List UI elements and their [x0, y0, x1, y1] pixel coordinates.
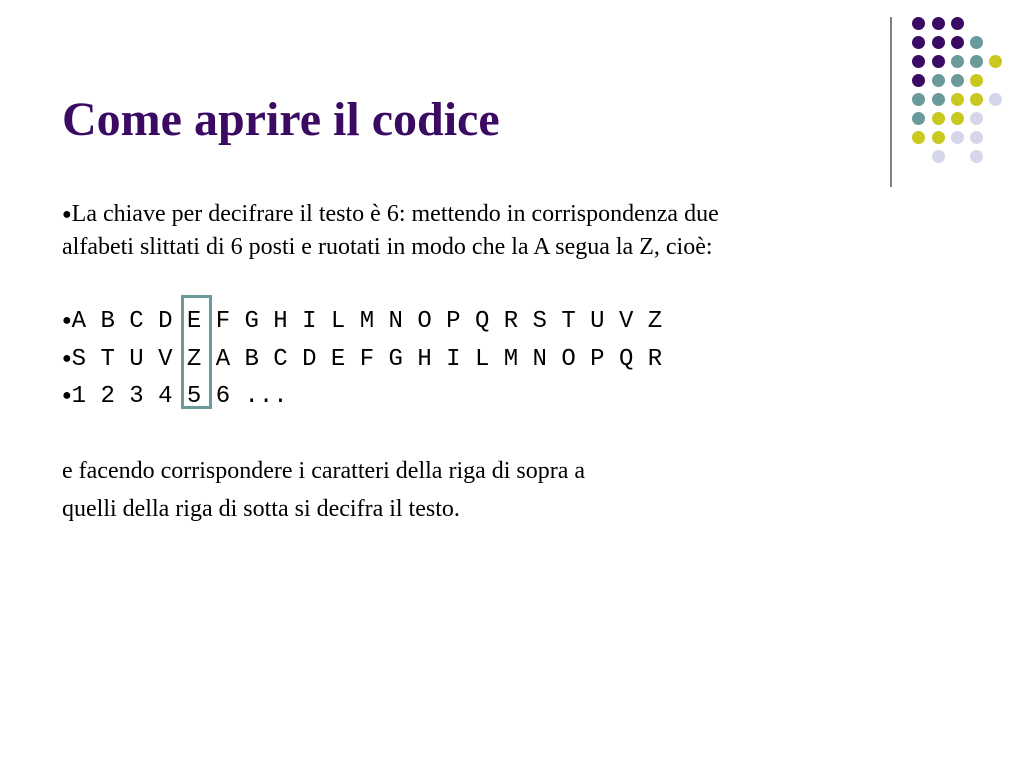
dot: [951, 55, 964, 68]
dot: [912, 55, 925, 68]
dot: [951, 36, 964, 49]
bullet-icon: ●: [62, 349, 72, 367]
closing-line-1: e facendo corrispondere i caratteri della riga di sopra a: [62, 458, 586, 484]
dot: [970, 36, 983, 49]
dot: [970, 112, 983, 125]
dot: [912, 36, 925, 49]
dot: [912, 74, 925, 87]
intro-text-1: La chiave per decifrare il testo è 6: mettendo in corrispondenza due: [71, 201, 719, 227]
dot: [989, 55, 1002, 68]
dot: [912, 93, 925, 106]
dot: [932, 93, 945, 106]
dot: [912, 17, 925, 30]
row-text: 1 2 3 4 5 6 ...: [71, 383, 288, 410]
decorative-dot-grid: [905, 12, 1005, 172]
closing-line-2: quelli della riga di sotta si decifra il testo.: [62, 496, 460, 522]
column-highlight-box: [181, 295, 212, 409]
slide-title: Come aprire il codice: [62, 93, 500, 146]
row-text: S T U V Z A B C D E F G H I L M N O P Q R: [71, 345, 663, 373]
dot: [932, 150, 945, 163]
bullet-icon: ●: [62, 206, 72, 223]
dot: [970, 131, 983, 144]
alphabet-row-plain: [62, 302, 662, 340]
dot: [932, 131, 945, 144]
dot: [932, 36, 945, 49]
dot: [951, 74, 964, 87]
closing-paragraph: [62, 452, 585, 528]
dot: [951, 112, 964, 125]
dot: [951, 93, 964, 106]
dot: [970, 150, 983, 163]
bullet-icon: ●: [62, 312, 72, 329]
alphabet-rows: [62, 302, 662, 415]
intro-paragraph: [62, 198, 912, 263]
intro-line-1: [62, 198, 912, 231]
intro-line-2: alfabeti slittati di 6 posti e ruotati in modo che la A segua la Z, cioè:: [62, 234, 713, 260]
dot: [970, 93, 983, 106]
dot: [970, 55, 983, 68]
dot: [951, 17, 964, 30]
decorative-divider-line: [890, 17, 892, 187]
dot: [989, 93, 1002, 106]
dot: [970, 74, 983, 87]
dot: [932, 112, 945, 125]
dot: [951, 131, 964, 144]
row-text: A B C D E F G H I L M N O P Q R S T U V Z: [71, 308, 663, 335]
number-row: [62, 377, 662, 415]
bullet-icon: ●: [62, 387, 72, 404]
alphabet-row-shifted: [62, 340, 662, 378]
dot: [912, 131, 925, 144]
dot: [912, 112, 925, 125]
dot: [932, 17, 945, 30]
dot: [932, 74, 945, 87]
dot: [932, 55, 945, 68]
